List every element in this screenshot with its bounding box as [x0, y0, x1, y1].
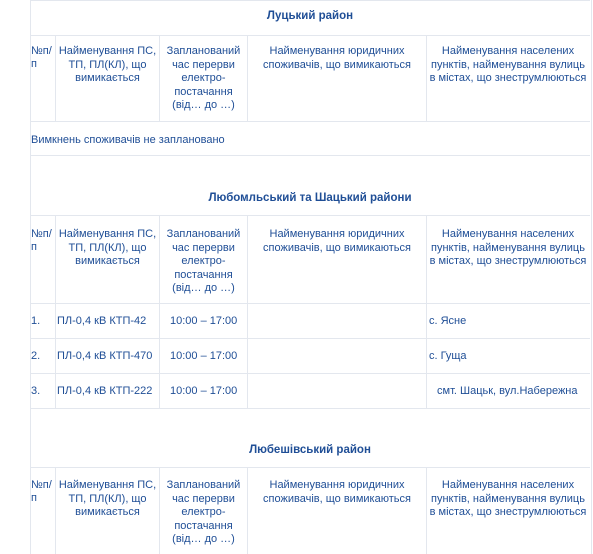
- table-border: [30, 215, 590, 216]
- row-num: 1.: [31, 315, 41, 327]
- header-consumers: Найменування юридичних споживачів, що вимикаються: [263, 479, 411, 505]
- row-object: ПЛ-0,4 кВ КТП-222: [57, 385, 153, 397]
- row-places: с. Ясне: [429, 315, 467, 327]
- header-object: Найменування ПС, ТП, ПЛ(КЛ), що вимикається: [58, 45, 157, 84]
- header-time: Запланований час перерви електро-постачання (від… до …): [166, 479, 241, 545]
- header-num: №п/п: [31, 479, 52, 504]
- header-object: Найменування ПС, ТП, ПЛ(КЛ), що вимикається: [58, 228, 157, 267]
- header-num: №п/п: [31, 45, 52, 70]
- row-num: 3.: [31, 385, 41, 397]
- row-time: 10:00 – 17:00: [170, 315, 238, 327]
- table-border: [30, 408, 590, 409]
- row-time: 10:00 – 17:00: [170, 350, 238, 362]
- table-border: [30, 35, 590, 36]
- row-object: ПЛ-0,4 кВ КТП-470: [57, 350, 153, 362]
- table-border: [30, 0, 590, 1]
- table-border: [30, 121, 590, 122]
- row-num: 2.: [31, 350, 41, 362]
- section-title-lyubeshiv: Любешівський район: [249, 444, 371, 456]
- header-time: Запланований час перерви електро-постачання (від… до …): [166, 228, 241, 294]
- row-object: ПЛ-0,4 кВ КТП-42: [57, 315, 147, 327]
- section-title-lyuboml-shatsk: Любомльський та Шацький райони: [208, 192, 412, 204]
- header-time: Запланований час перерви електро-постачання (від… до …): [166, 45, 241, 111]
- section-title-lutsk: Луцький район: [266, 10, 354, 22]
- header-consumers: Найменування юридичних споживачів, що вимикаються: [263, 45, 411, 71]
- table-border: [30, 373, 590, 374]
- row-places: смт. Шацьк, вул.Набережна: [437, 385, 578, 397]
- row-time: 10:00 – 17:00: [170, 385, 238, 397]
- table-border: [30, 467, 590, 468]
- header-consumers: Найменування юридичних споживачів, що вимикаються: [263, 228, 411, 254]
- row-places: с. Гуща: [429, 350, 467, 362]
- no-outages-note: Вимкнень споживачів не заплановано: [31, 134, 225, 146]
- table-border: [30, 303, 590, 304]
- table-border: [30, 338, 590, 339]
- header-num: №п/п: [31, 228, 52, 253]
- header-places: Найменування населених пунктів, найменування вулиць в містах, що знеструмлюються: [429, 479, 587, 518]
- header-places: Найменування населених пунктів, найменування вулиць в містах, що знеструмлюються: [429, 45, 587, 84]
- header-object: Найменування ПС, ТП, ПЛ(КЛ), що вимикається: [58, 479, 157, 518]
- table-border: [30, 155, 590, 156]
- header-places: Найменування населених пунктів, найменування вулиць в містах, що знеструмлюються: [429, 228, 587, 267]
